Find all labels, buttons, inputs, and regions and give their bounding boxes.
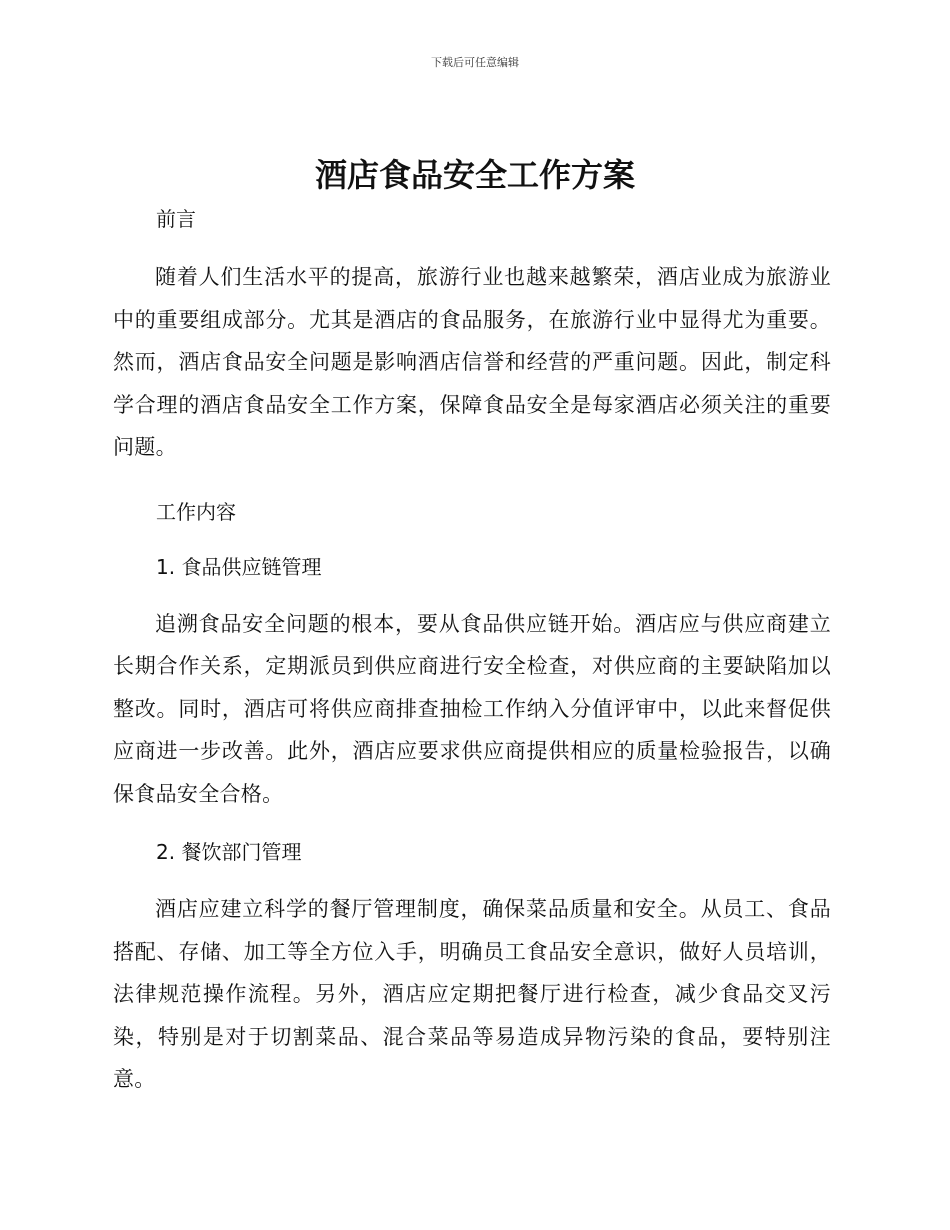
- subsection-heading-supply-chain: 1. 食品供应链管理: [156, 554, 322, 579]
- header-note: 下载后可任意编辑: [431, 56, 519, 69]
- paragraph-catering: 酒店应建立科学的餐厅管理制度，确保菜品质量和安全。从员工、食品搭配、存储、加工等全方位入手，明确员工食品安全意识，做好人员培训，法律规范操作流程。另外，酒店应定期把餐厅进行检查，减少食品交叉污染，特别是对于切割菜品、混合菜品等易造成异物污染的食品，要特别注意。: [113, 897, 831, 1091]
- paragraph-preface: 随着人们生活水平的提高，旅游行业也越来越繁荣，酒店业成为旅游业中的重要组成部分。尤其是酒店的食品服务，在旅游行业中显得尤为重要。然而，酒店食品安全问题是影响酒店信誉和经营的严重问题。因此，制定科学合理的酒店食品安全工作方案，保障食品安全是每家酒店必须关注的重要问题。: [113, 265, 831, 459]
- subsection-heading-catering: 2. 餐饮部门管理: [156, 840, 302, 864]
- paragraph-supply-chain: 追溯食品安全问题的根本，要从食品供应链开始。酒店应与供应商建立长期合作关系，定期派员到供应商进行安全检查，对供应商的主要缺陷加以整改。同时，酒店可将供应商排查抽检工作纳入分值评审中，以此来督促供应商进一步改善。此外，酒店应要求供应商提供相应的质量检验报告，以确保食品安全合格。: [113, 611, 831, 806]
- section-heading-work-content: 工作内容: [156, 499, 236, 524]
- document-title: 酒店食品安全工作方案: [314, 156, 635, 194]
- document-body: [113, 200, 831, 1101]
- section-heading-preface: 前言: [156, 207, 196, 231]
